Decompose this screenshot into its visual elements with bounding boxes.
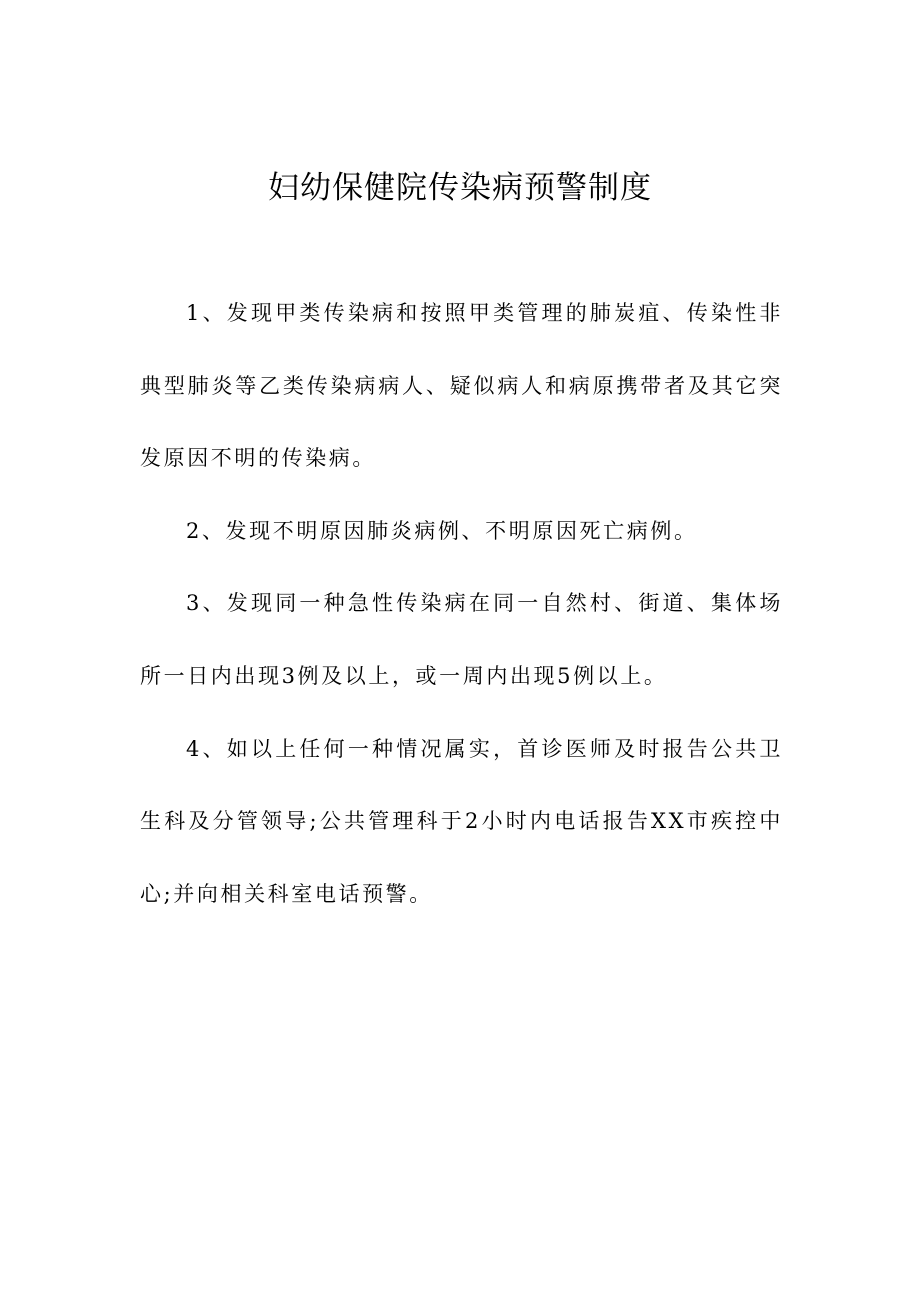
paragraph-item-2: 2、发现不明原因肺炎病例、不明原因死亡病例。 <box>186 518 698 543</box>
paragraph-item-1: 1、发现甲类传染病和按照甲类管理的肺炭疽、传染性非典型肺炎等乙类传染病病人、疑似病人和病原携带者及其它突发原因不明的传染病。 <box>140 301 783 471</box>
document-title: 妇幼保健院传染病预警制度 <box>268 170 652 206</box>
paragraph-item-4: 4、如以上任何一种情况属实，首诊医师及时报告公共卫生科及分管领导;公共管理科于2小时内电话报告XX市疾控中心;并向相关科室电话预警。 <box>140 736 783 906</box>
paragraph-item-3: 3、发现同一种急性传染病在同一自然村、街道、集体场所一日内出现3例及以上，或一周内出现5例以上。 <box>140 591 783 688</box>
document-body <box>140 277 783 930</box>
